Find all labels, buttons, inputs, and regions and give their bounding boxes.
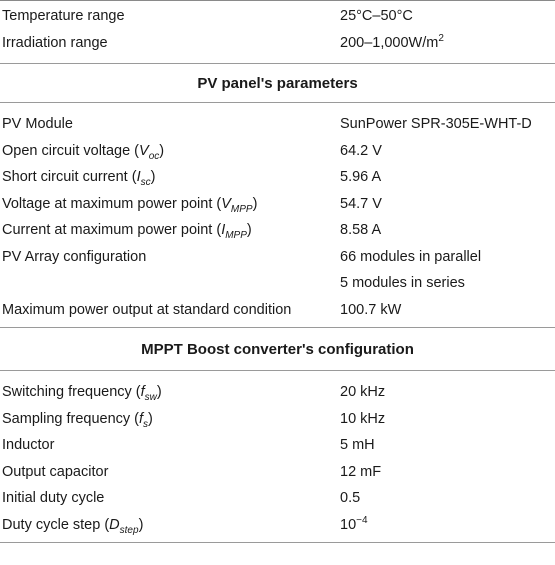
param-value: 10 kHz (340, 410, 386, 427)
param-label: Switching frequency $(f_{sw})$ (2, 384, 162, 404)
table-row (0, 111, 555, 138)
param-label: PV Module (2, 116, 73, 133)
param-value: $10^{-4}$ (340, 514, 368, 533)
param-value: 5 mH (340, 437, 375, 454)
section-title: PV panel's parameters (197, 74, 358, 92)
table-row (0, 485, 555, 512)
param-value: SunPower SPR-305E-WHT-D (340, 116, 532, 133)
param-label: Voltage at maximum power point $(V_{MPP})$ (2, 195, 258, 215)
param-value (340, 32, 555, 51)
table-row (0, 191, 555, 218)
section-title: MPPT Boost converter's configuration (141, 340, 414, 358)
top-rule (0, 0, 555, 1)
param-value: 64.2 V (340, 142, 382, 159)
pv-rows (0, 111, 555, 323)
param-value: 54.7 V (340, 195, 382, 212)
param-value: 5.96 A (340, 169, 382, 186)
value-text: $200-1,000W/m^2$ (340, 32, 444, 51)
table-row (0, 3, 555, 30)
param-value: 0.5 (340, 490, 361, 507)
table-row (0, 164, 555, 191)
bottom-rule (0, 542, 555, 543)
table-row (0, 217, 555, 244)
param-value: 100.7 kW (340, 301, 402, 318)
table-row (0, 512, 555, 539)
param-label: Open circuit voltage $(V_{oc})$ (2, 142, 165, 162)
param-label: Output capacitor (2, 463, 109, 480)
param-label: Initial duty cycle (2, 490, 105, 507)
param-label: Maximum power output at standard condition (2, 301, 292, 318)
param-label: Temperature range (2, 8, 125, 25)
param-value: 20 kHz (340, 384, 386, 401)
param-value: 12 mF (340, 463, 382, 480)
table-row (0, 30, 555, 57)
param-label: Duty cycle step $(D_{step})$ (2, 516, 144, 536)
param-label: PV Array configuration (2, 248, 147, 265)
param-value: 5 modules in series (340, 275, 465, 292)
table-row (0, 270, 555, 297)
table-row (0, 406, 555, 433)
table-row (0, 244, 555, 271)
table-row (0, 138, 555, 165)
table-row (0, 379, 555, 406)
divider (0, 102, 555, 103)
param-label: Short circuit current $(I_{sc})$ (2, 169, 156, 189)
divider (0, 370, 555, 371)
table-row (0, 459, 555, 486)
mppt-rows (0, 379, 555, 538)
param-value: 8.58 A (340, 222, 382, 239)
table-row (0, 432, 555, 459)
param-value: 25°C–50°C (340, 8, 413, 25)
param-label: Inductor (2, 437, 55, 454)
param-label: Irradiation range (2, 34, 108, 51)
param-label: Sampling frequency $(f_s)$ (2, 410, 153, 430)
param-label: Current at maximum power point $(I_{MPP})$ (2, 222, 252, 242)
table-row (0, 297, 555, 324)
param-value: 66 modules in parallel (340, 248, 482, 265)
